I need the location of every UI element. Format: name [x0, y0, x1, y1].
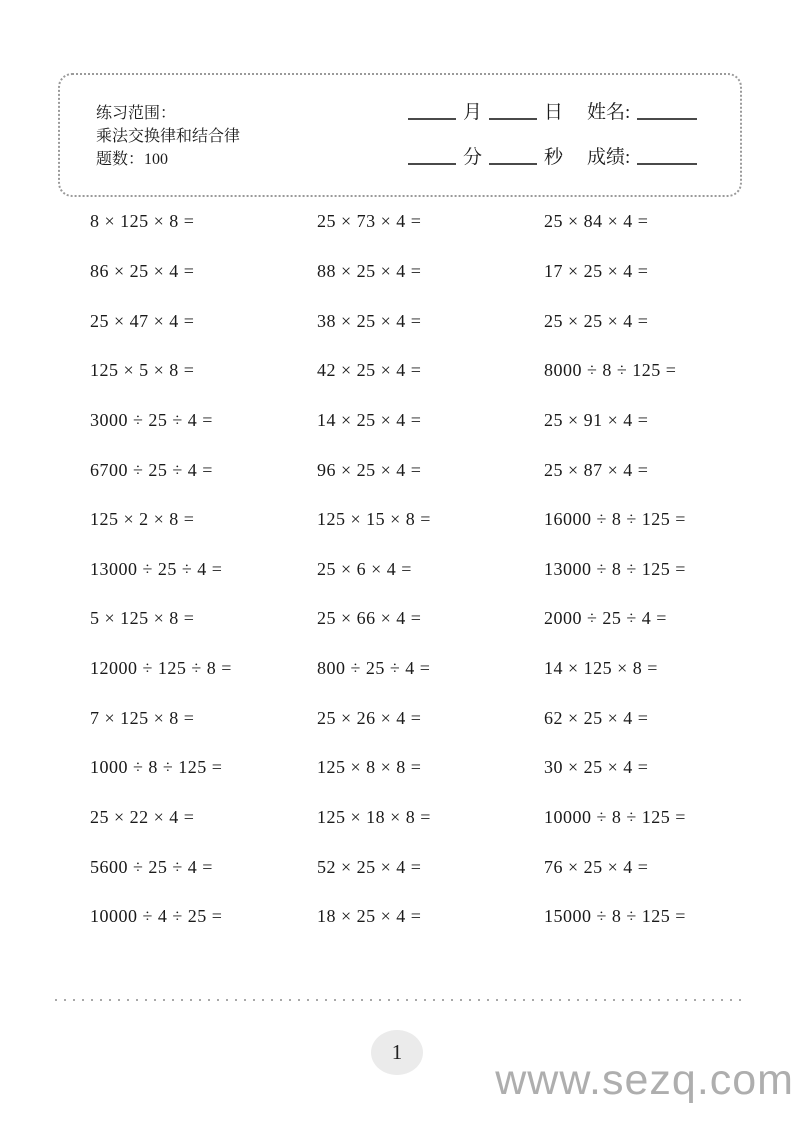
problem-text: 7 × 125 × 8 = [90, 707, 195, 728]
minutes-blank [408, 163, 456, 165]
problem-text: 14 × 125 × 8 = [544, 658, 658, 679]
practice-range-label: 练习范围： [96, 105, 177, 122]
problem-text: 62 × 25 × 4 = [544, 707, 649, 728]
problem-text: 5600 ÷ 25 ÷ 4 = [90, 856, 213, 877]
problem-text: 10000 ÷ 8 ÷ 125 = [544, 807, 686, 827]
seconds-label: 秒 [544, 147, 564, 168]
problem-text: 8 × 125 × 8 = [90, 211, 195, 232]
problem-text: 5 × 125 × 8 = [90, 608, 195, 629]
time-score-line [408, 142, 697, 170]
problem-text: 3000 ÷ 25 ÷ 4 = [90, 409, 213, 430]
problem-text: 125 × 15 × 8 = [317, 509, 431, 530]
problem-text: 86 × 25 × 4 = [90, 260, 195, 281]
problems-grid [90, 197, 774, 942]
problem-text: 125 × 18 × 8 = [317, 807, 431, 827]
name-blank [637, 118, 697, 120]
problem-text: 15000 ÷ 8 ÷ 125 = [544, 906, 686, 927]
day-blank [489, 118, 537, 120]
question-count: 题数：100 [96, 151, 169, 168]
problem-text: 17 × 25 × 4 = [544, 260, 649, 281]
date-name-line [408, 97, 697, 125]
seconds-blank [489, 163, 537, 165]
problem-text: 8000 ÷ 8 ÷ 125 = [544, 360, 677, 381]
problem-text: 25 × 73 × 4 = [317, 211, 422, 232]
problem-text: 88 × 25 × 4 = [317, 260, 422, 281]
problem-text: 12000 ÷ 125 ÷ 8 = [90, 658, 232, 679]
watermark: www.sezq.com [495, 1056, 794, 1104]
problem-text: 125 × 5 × 8 = [90, 360, 195, 381]
problem-text: 76 × 25 × 4 = [544, 856, 649, 877]
problem-text: 14 × 25 × 4 = [317, 409, 422, 430]
header-box [58, 73, 742, 197]
problem-text: 6700 ÷ 25 ÷ 4 = [90, 459, 213, 480]
name-label: 姓名: [587, 102, 631, 123]
problem-text: 16000 ÷ 8 ÷ 125 = [544, 509, 686, 530]
month-blank [408, 118, 456, 120]
problem-text: 25 × 87 × 4 = [544, 459, 649, 480]
problem-text: 42 × 25 × 4 = [317, 360, 422, 381]
problem-text: 38 × 25 × 4 = [317, 310, 422, 331]
problem-text: 30 × 25 × 4 = [544, 757, 649, 778]
score-blank [637, 163, 697, 165]
day-label: 日 [544, 102, 564, 123]
dotted-separator [55, 999, 745, 1001]
problem-text: 2000 ÷ 25 ÷ 4 = [544, 608, 667, 629]
problem-text: 10000 ÷ 4 ÷ 25 = [90, 906, 223, 927]
header-fill-in-fields [408, 97, 697, 170]
problem-text: 13000 ÷ 8 ÷ 125 = [544, 558, 686, 579]
problem-text: 125 × 8 × 8 = [317, 757, 422, 778]
problem-text: 13000 ÷ 25 ÷ 4 = [90, 558, 223, 579]
problem-text: 52 × 25 × 4 = [317, 856, 422, 877]
minutes-label: 分 [463, 147, 483, 168]
problem-text: 125 × 2 × 8 = [90, 509, 195, 530]
problem-text: 25 × 22 × 4 = [90, 807, 195, 827]
problem-text: 25 × 25 × 4 = [544, 310, 649, 331]
problem-text: 96 × 25 × 4 = [317, 459, 422, 480]
month-label: 月 [463, 102, 483, 123]
page-number-badge [371, 1030, 423, 1075]
page-number: 1 [391, 1040, 403, 1064]
problem-text: 25 × 91 × 4 = [544, 409, 649, 430]
problem-text: 25 × 66 × 4 = [317, 608, 422, 629]
problem-text: 25 × 26 × 4 = [317, 707, 422, 728]
problem-text: 25 × 84 × 4 = [544, 211, 649, 232]
problem-text: 1000 ÷ 8 ÷ 125 = [90, 757, 223, 778]
problem-text: 25 × 6 × 4 = [317, 558, 412, 579]
problem-text: 800 ÷ 25 ÷ 4 = [317, 658, 431, 679]
problem-text: 18 × 25 × 4 = [317, 906, 422, 927]
problem-text: 25 × 47 × 4 = [90, 310, 195, 331]
practice-range-value: 乘法交换律和结合律 [96, 128, 241, 145]
score-label: 成绩: [587, 147, 631, 168]
practice-info [96, 102, 240, 171]
